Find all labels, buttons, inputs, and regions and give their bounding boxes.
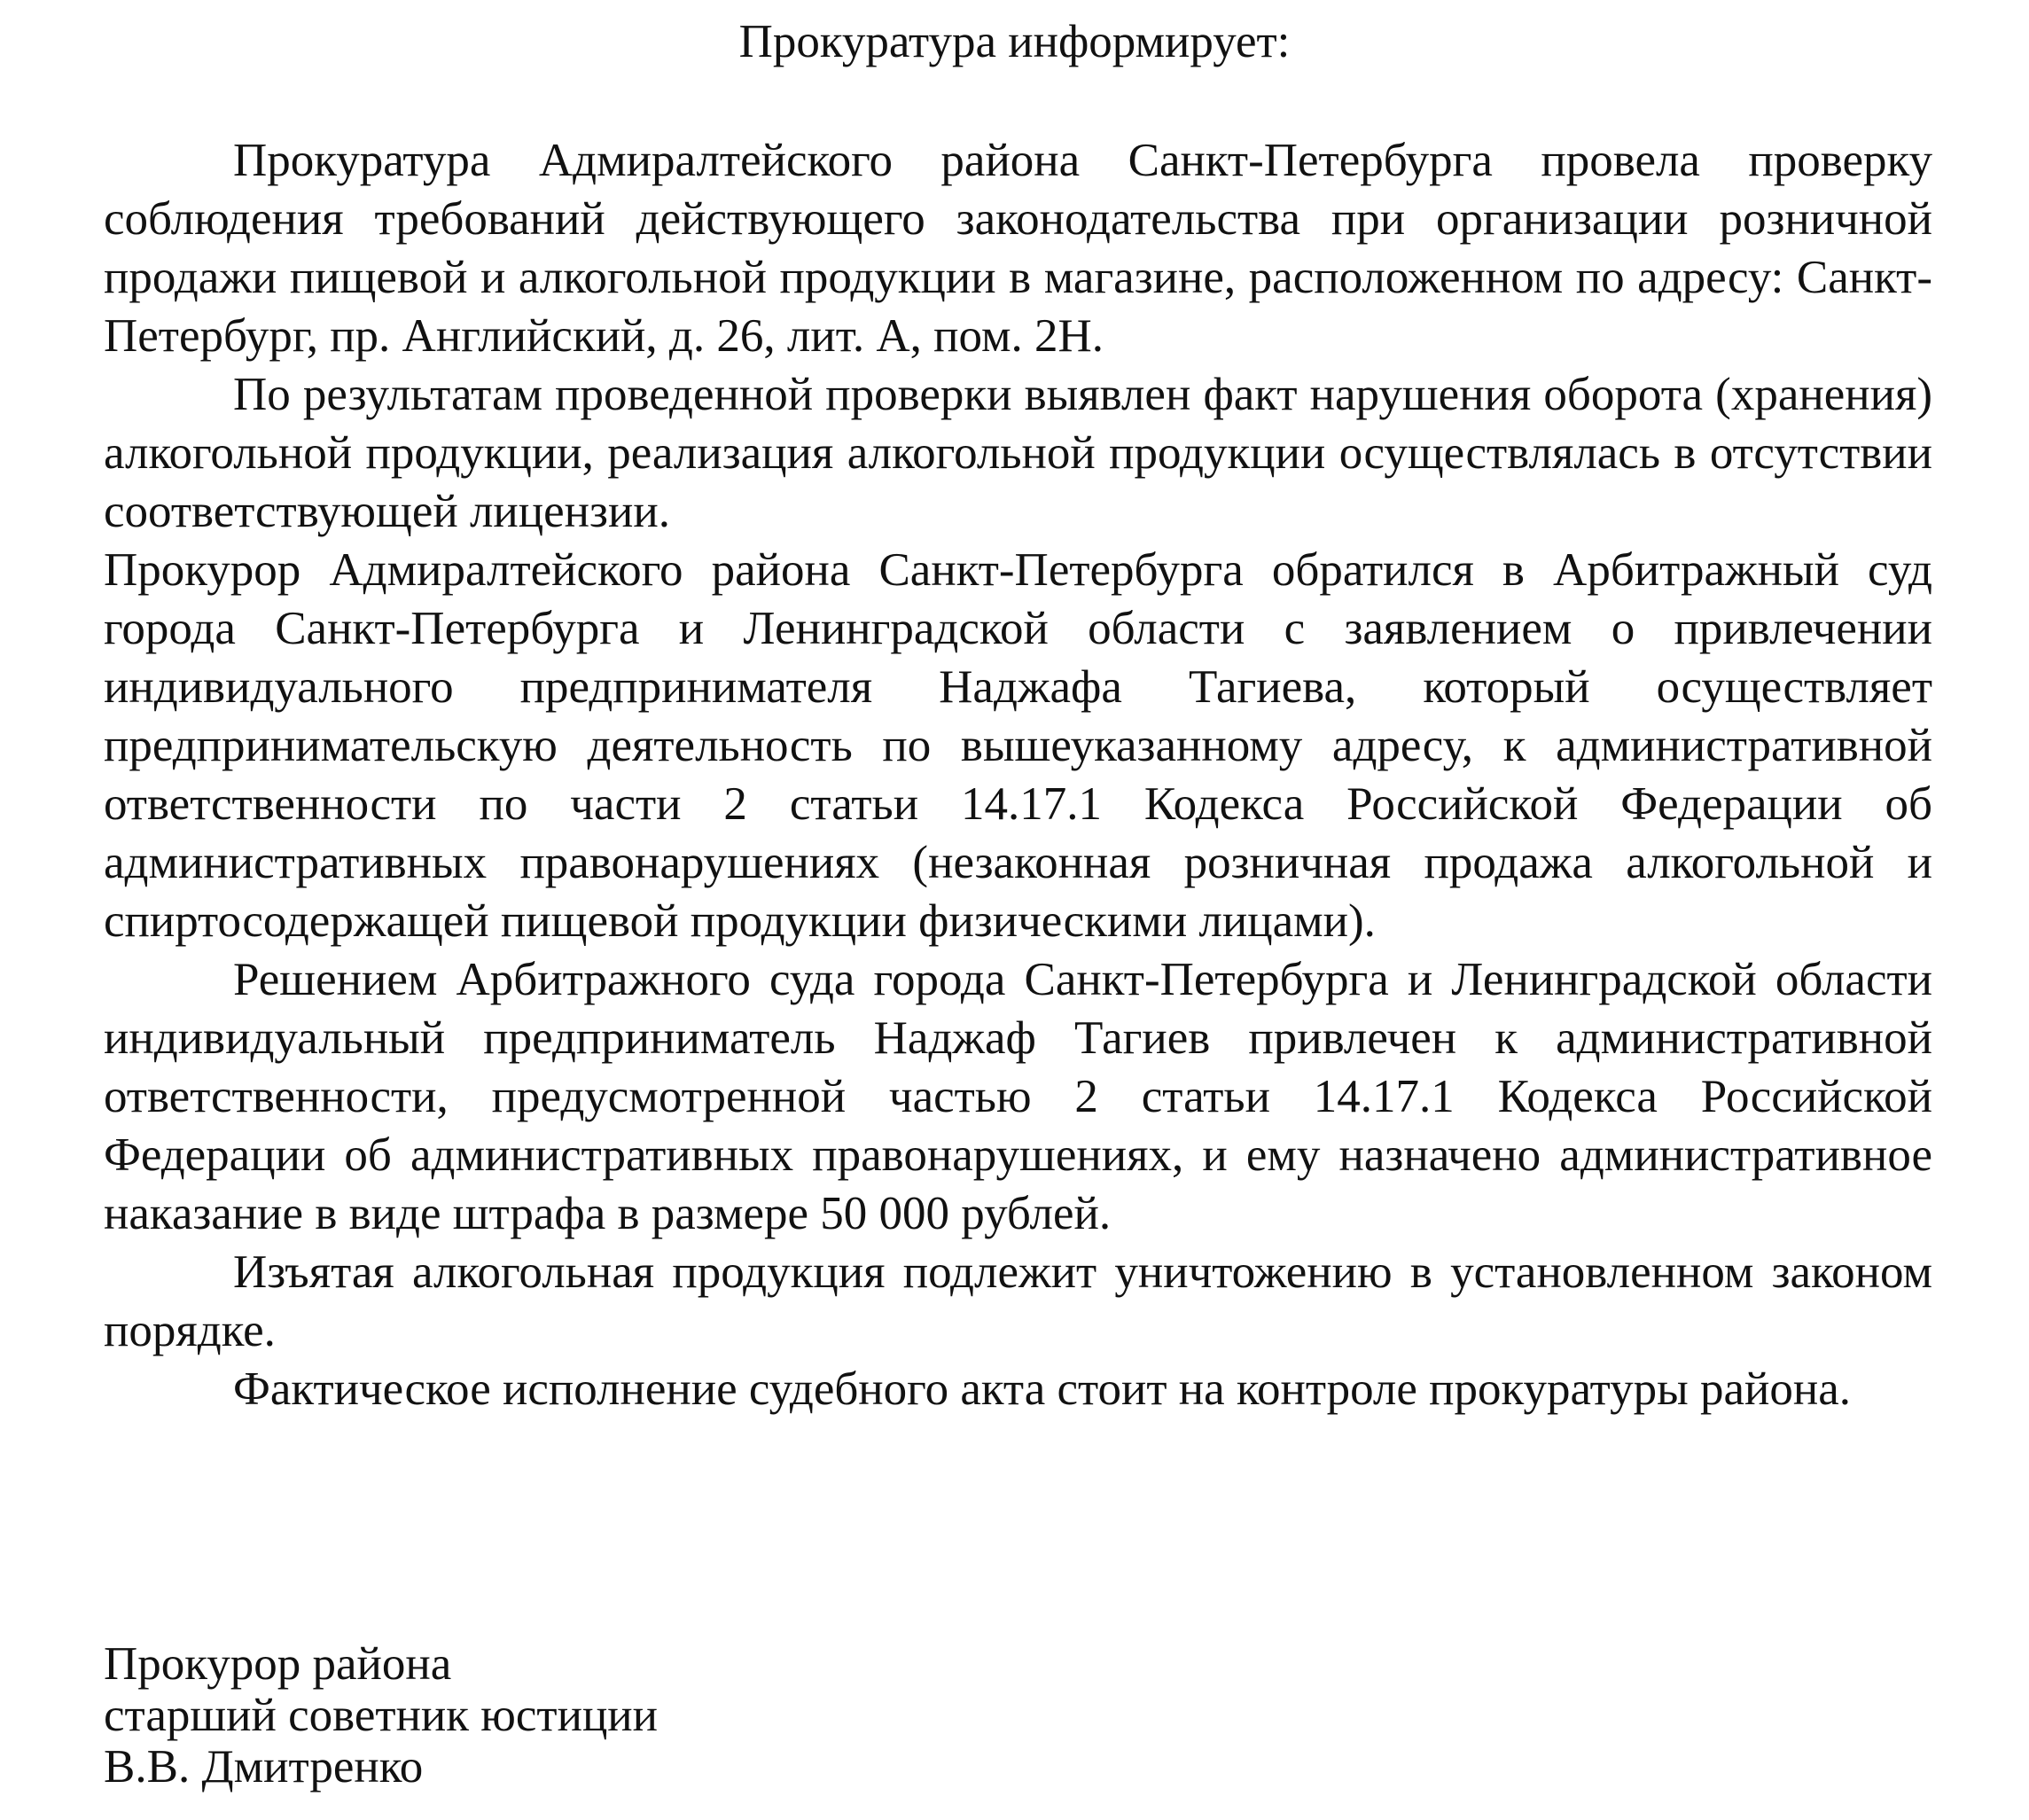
signature-name: В.В. Дмитренко xyxy=(104,1741,424,1793)
paragraph-execution-control: Фактическое исполнение судебного акта стоит на контроле прокуратуры района. xyxy=(233,1363,1852,1415)
signature-block xyxy=(104,1638,658,1793)
signature-position: Прокурор района xyxy=(104,1638,452,1690)
paragraph-results: По результатам проведенной проверки выявлен факт нарушения оборота (хранения) алкогольной продукции, реализация алкогольной продукции осуществлялась в отсутствии соответствующей лицензии. xyxy=(104,369,1932,537)
paragraph-inspection: Прокуратура Адмиралтейского района Санкт-Петербурга провела проверку соблюдения требований действующего законодательства при организации розничной продажи пищевой и алкогольной продукции в магазине, расположенном по адресу: Санкт-Петербург, пр. Английский, д. 26, лит. А, пом. 2Н. xyxy=(104,135,1932,362)
signature-rank: старший советник юстиции xyxy=(104,1690,659,1741)
paragraph-court-application: Прокурор Адмиралтейского района Санкт-Петербурга обратился в Арбитражный суд города Санкт-Петербурга и Ленинградской области с заявлением о привлечении индивидуального предпринимателя Наджафа Тагиева, который осуществляет предпринимательскую деятельность по вышеуказанному адресу, к административной ответственности по части 2 статьи 14.17.1 Кодекса Российской Федерации об административных правонарушениях (незаконная розничная продажа алкогольной и спиртосодержащей пищевой продукции физическими лицами). xyxy=(104,544,1932,947)
paragraph-seized-products: Изъятая алкогольная продукция подлежит уничтожению в установленном законом порядке. xyxy=(104,1246,1932,1356)
paragraph-court-decision: Решением Арбитражного суда города Санкт-Петербурга и Ленинградской области индивидуальный предприниматель Наджаф Тагиев привлечен к административной ответственности, предусмотренной частью 2 статьи 14.17.1 Кодекса Российской Федерации об административных правонарушениях, и ему назначено административное наказание в виде штрафа в размере 50 000 рублей. xyxy=(104,954,1932,1239)
document-title: Прокуратура информирует: xyxy=(738,16,1291,67)
document-body xyxy=(104,131,1932,1418)
